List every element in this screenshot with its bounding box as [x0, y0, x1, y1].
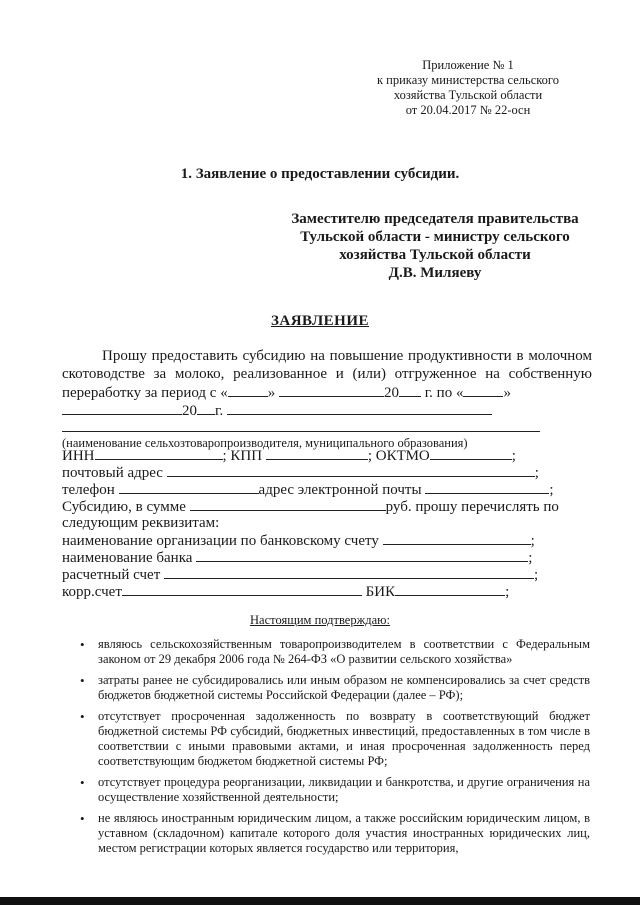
document-title: ЗАЯВЛЕНИЕ	[270, 313, 370, 329]
body-line: Прошу предоставить субсидию на повышение продуктивности в молочном	[102, 348, 592, 364]
list-item-text: являюсь сельскохозяйственным товаропроизводителем в соответствии с Федеральным законом от 29 декабря 2006 года № 264-ФЗ «О развитии сельского хозяйства»	[98, 637, 590, 666]
bullet-icon: •	[80, 709, 85, 724]
addressee-line: хозяйства Тульской области	[339, 247, 531, 263]
list-item	[80, 673, 590, 703]
bik-field[interactable]	[395, 582, 505, 596]
organization-field[interactable]	[227, 401, 492, 415]
subsidy-amount-field[interactable]	[190, 497, 386, 511]
confirm-heading: Настоящим подтверждаю:	[250, 613, 390, 627]
appendix-line: Приложение № 1	[422, 58, 514, 72]
oktmo-field[interactable]	[430, 446, 512, 460]
body-line: скотоводстве за молоко, реализованное и (или) отгруженное на собственную	[62, 366, 592, 382]
semicolon: ;	[511, 448, 516, 464]
period-text: переработку за период с «	[62, 385, 228, 401]
list-item	[80, 811, 590, 856]
section-title: 1. Заявление о предоставлении субсидии.	[180, 166, 460, 182]
appendix-line: от 20.04.2017 № 22-осн	[405, 103, 531, 117]
corr-line	[62, 582, 592, 601]
list-item	[80, 637, 590, 667]
period-text: »	[503, 385, 511, 401]
date-to-year-field[interactable]	[197, 401, 215, 415]
addressee-line: Заместителю председателя правительства	[291, 211, 579, 227]
addressee-block	[270, 210, 600, 282]
phone-label: телефон	[62, 482, 115, 498]
period-text: »	[267, 385, 276, 401]
date-to-month-field[interactable]	[62, 401, 182, 415]
inn-field[interactable]	[95, 446, 223, 460]
subsidy-text: руб. прошу перечислять по	[385, 499, 559, 515]
bullet-icon: •	[80, 775, 85, 790]
postal-field[interactable]	[167, 463, 535, 477]
appendix-line: к приказу министерства сельского	[376, 73, 559, 87]
list-item-text: отсутствует процедура реорганизации, ликвидации и банкротства, и другие ограничения на осуществление хозяйственной деятельности;	[98, 775, 590, 804]
period-text: г. по «	[424, 385, 464, 401]
list-item	[80, 709, 590, 769]
bank-name-field[interactable]	[196, 548, 528, 562]
period-text: 20	[182, 403, 197, 419]
email-label: адрес электронной почты	[258, 482, 422, 498]
kpp-label: ; КПП	[222, 448, 263, 464]
date-to-day-field[interactable]	[463, 383, 503, 397]
scan-edge-bar	[0, 897, 640, 905]
bank-name-label: наименование банка	[62, 550, 193, 566]
organization-field-2[interactable]	[62, 418, 540, 432]
addressee-line: Д.В. Миляеву	[388, 265, 482, 281]
bullet-icon: •	[80, 673, 85, 688]
postal-label: почтовый адрес	[62, 465, 163, 481]
appendix-header	[368, 58, 568, 118]
date-from-year-field[interactable]	[399, 383, 421, 397]
semicolon: ;	[534, 465, 539, 481]
semicolon: ;	[534, 567, 539, 583]
semicolon: ;	[528, 550, 533, 566]
date-from-day-field[interactable]	[228, 383, 268, 397]
period-text: 20	[383, 385, 399, 401]
oktmo-label: ; ОКТМО	[367, 448, 430, 464]
period-text: г.	[215, 403, 224, 419]
period-line	[62, 383, 592, 402]
bullet-icon: •	[80, 811, 85, 826]
bik-label: БИК	[365, 584, 396, 600]
account-label: расчетный счет	[62, 567, 161, 583]
phone-field[interactable]	[119, 480, 259, 494]
list-item-text: затраты ранее не субсидировались или иным образом не компенсировались за счет средств бюджетов бюджетной системы Российской Федерации (далее – РФ);	[98, 673, 590, 702]
date-from-month-field[interactable]	[279, 383, 384, 397]
confirmation-list	[80, 637, 590, 862]
list-item	[80, 775, 590, 805]
semicolon: ;	[549, 482, 554, 498]
semicolon: ;	[530, 533, 535, 549]
semicolon: ;	[505, 584, 510, 600]
list-item-text: не являюсь иностранным юридическим лицом, а также российским юридическим лицом, в уставном (складочном) капитале которого доля участия иностранных юридических лиц, местом регистрации которых является государство или территория,	[98, 811, 590, 855]
appendix-line: хозяйства Тульской области	[393, 88, 543, 102]
email-field[interactable]	[425, 480, 549, 494]
bank-org-label: наименование организации по банковскому счету	[62, 533, 379, 549]
corr-label: корр.счет	[62, 584, 122, 600]
inn-label: ИНН	[62, 448, 95, 464]
corr-field[interactable]	[122, 582, 362, 596]
list-item-text: отсутствует просроченная задолженность по возврату в соответствующий бюджет бюджетной системы РФ субсидий, бюджетных инвестиций, предоставленных в том числе в соответствии с иными правовыми актами, и иная просроченная задолженность перед соответствующим бюджетом бюджетной системы РФ;	[98, 709, 590, 768]
account-field[interactable]	[164, 565, 534, 579]
subsidy-label: Субсидию, в сумме	[62, 499, 186, 515]
kpp-field[interactable]	[266, 446, 368, 460]
bullet-icon: •	[80, 637, 85, 652]
bank-org-field[interactable]	[383, 531, 531, 545]
subsidy-text-line: следующим реквизитам:	[62, 515, 220, 531]
addressee-line: Тульской области - министру сельского	[300, 229, 570, 245]
organization-hint: (наименование сельхозтоваропроизводителя, муниципального образования)	[62, 436, 468, 450]
